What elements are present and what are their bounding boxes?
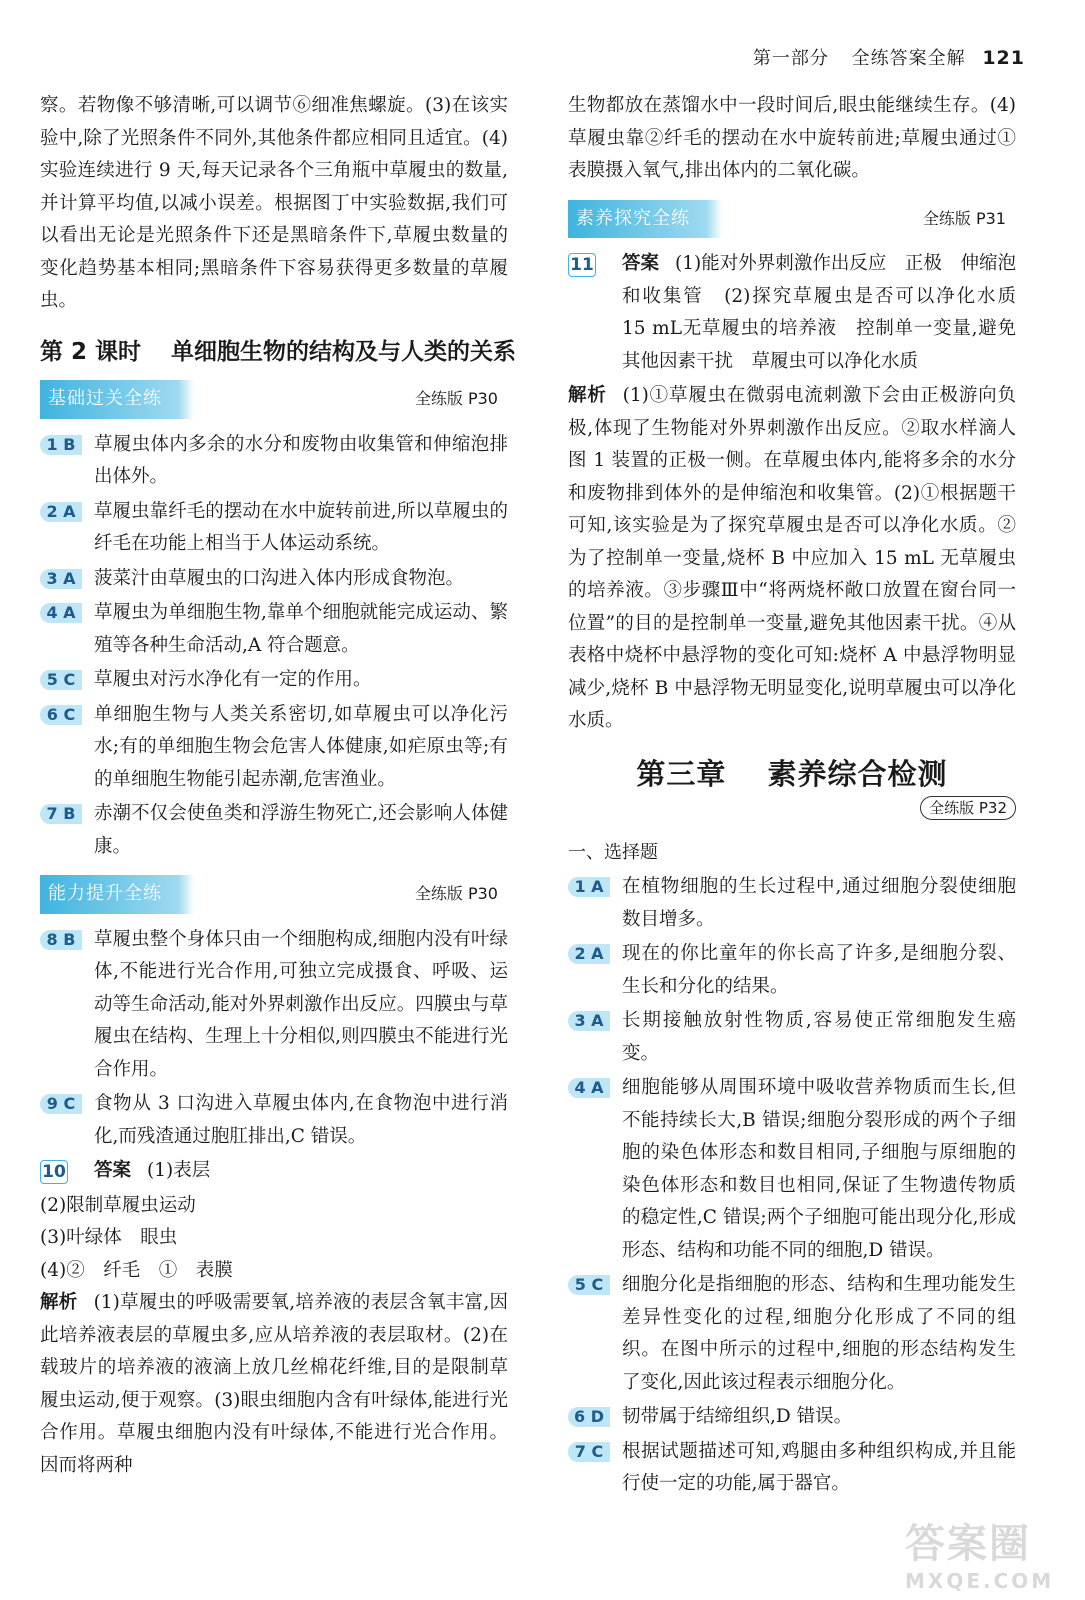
item-text: 细胞分化是指细胞的形态、结构和生理功能发生差异性变化的过程,细胞分化形成了不同的组织。在图中所示的过程中,细胞的形态结构发生了变化,因此该过程表示细胞分化。 bbox=[622, 1274, 1016, 1393]
item-text: 食物从 3 口沟进入草履虫体内,在食物泡中进行消化,而残渣通过胞肛排出,C 错误。 bbox=[94, 1093, 508, 1147]
answer-badge: 7 C bbox=[568, 1442, 610, 1462]
question-number: 11 bbox=[568, 253, 596, 277]
analysis-paragraph bbox=[40, 1287, 508, 1482]
answer-badge: 3 A bbox=[568, 1011, 610, 1031]
list-item bbox=[568, 871, 1016, 936]
question-number: 10 bbox=[40, 1160, 68, 1184]
chapter-ref bbox=[568, 792, 1016, 825]
answer-label: 答案 bbox=[94, 1160, 132, 1181]
item-text: 草履虫整个身体只由一个细胞构成,细胞内没有叶绿体,不能进行光合作用,可独立完成摄食、呼吸、运动等生命活动,能对外界刺激作出反应。四膜虫与草履虫在结构、生理上十分相似,则四膜虫不能进行光合作用。 bbox=[94, 928, 508, 1080]
lesson-name: 单细胞生物的结构及与人类的关系 bbox=[171, 338, 517, 365]
list-item bbox=[568, 1072, 1016, 1267]
item-text: 在植物细胞的生长过程中,通过细胞分裂使细胞数目增多。 bbox=[622, 876, 1016, 930]
answer-badge: 8 B bbox=[40, 930, 82, 950]
banner-ref: 全练版 P30 bbox=[414, 884, 498, 903]
item-text: 根据试题描述可知,鸡腿由多种组织构成,并且能行使一定的功能,属于器官。 bbox=[622, 1440, 1016, 1494]
list-item bbox=[40, 597, 508, 662]
chapter-name: 素养综合检测 bbox=[767, 756, 948, 791]
answer-badge: 1 B bbox=[40, 435, 82, 455]
intro-paragraph: 察。若物像不够清晰,可以调节⑥细准焦螺旋。(3)在该实验中,除了光照条件不同外,其他条件都应相同且适宜。(4)实验连续进行 9 天,每天记录各个三角瓶中草履虫的数量,并计算平均值,以减小误差。根据图丁中实验数据,我们可以看出无论是光照条件下还是黑暗条件下,草履虫数量的变化趋势基本相同;黑暗条件下容易获得更多数量的草履虫。 bbox=[40, 95, 508, 311]
answer-badge: 6 C bbox=[40, 705, 82, 725]
item-text: 菠菜汁由草履虫的口沟进入体内形成食物泡。 bbox=[94, 567, 465, 589]
answer-text: (1)能对外界刺激作出反应 正极 伸缩泡和收集管 (2)探究草履虫是否可以净化水质 15 mL无草履虫的培养液 控制单一变量,避免其他因素干扰 草履虫可以净化水质 bbox=[622, 253, 1035, 372]
answer-badge: 7 B bbox=[40, 804, 82, 824]
list-item bbox=[568, 1269, 1016, 1399]
banner-ref: 全练版 P30 bbox=[414, 389, 498, 408]
answer-badge: 5 C bbox=[568, 1275, 610, 1295]
answer-badge: 9 C bbox=[40, 1094, 82, 1114]
item-text: 草履虫靠纤毛的摆动在水中旋转前进,所以草履虫的纤毛在功能上相当于人体运动系统。 bbox=[94, 500, 508, 554]
watermark-logo bbox=[905, 1512, 1065, 1593]
header-subtitle: 全练答案全解 bbox=[851, 48, 966, 69]
section-title: 一、选择题 bbox=[568, 841, 658, 863]
list-item bbox=[568, 1401, 1016, 1434]
list-item bbox=[40, 664, 508, 697]
list-item bbox=[40, 563, 508, 596]
chapter-ref-badge: 全练版 P32 bbox=[920, 796, 1016, 820]
answer-line: (4)② 纤毛 ① 表膜 bbox=[40, 1259, 233, 1281]
lesson-label: 第 2 课时 bbox=[40, 338, 142, 365]
answer-badge: 4 A bbox=[568, 1078, 610, 1098]
answer-badge: 1 A bbox=[568, 877, 610, 897]
banner-ref: 全练版 P31 bbox=[922, 208, 1006, 228]
list-item bbox=[40, 924, 508, 1087]
analysis-text: (1)①草履虫在微弱电流刺激下会由正极游向负极,体现了生物能对外界刺激作出反应。②取水样滴人图 1 装置的正极一侧。在草履虫体内,能将多余的水分和废物排到体外的是伸缩泡和收集管。(2)①根据题干可知,该实验是为了探究草履虫是否可以净化水质。②为了控制单一变量,烧杯 B 中应加入 15 mL 无草履虫的培养液。③步骤Ⅲ中“将两烧杯敞口放置在窗台同一位置”的目的是控制单一变量,避免其他因素干扰。④从表格中烧杯中悬浮物的变化可知:烧杯 A 中悬浮物明显减少,烧杯 B 中悬浮物无明显变化,说明草履虫可以净化水质。 bbox=[568, 385, 1016, 731]
answer-badge: 6 D bbox=[568, 1407, 610, 1427]
answer-line: (1)表层 bbox=[147, 1160, 211, 1181]
chapter-label: 第三章 bbox=[636, 756, 727, 791]
banner-label: 能力提升全练 bbox=[40, 875, 178, 914]
banner-label: 基础过关全练 bbox=[40, 380, 178, 419]
answer-line: (2)限制草履虫运动 bbox=[40, 1194, 196, 1216]
answer-line: (3)叶绿体 眼虫 bbox=[40, 1227, 178, 1248]
right-column bbox=[568, 90, 1035, 1503]
list-item bbox=[40, 699, 508, 797]
analysis-label: 解析 bbox=[568, 385, 607, 406]
item-text: 细胞能够从周围环境中吸收营养物质而生长,但不能持续长大,B 错误;细胞分裂形成的两个子细胞的染色体形态和数目相同,子细胞与原细胞的染色体形态和数目也相同,保证了生物遗传物质的稳定性,C 错误;两个子细胞可能出现分化,形成形态、结构和功能不同的细胞,D 错误。 bbox=[622, 1077, 1016, 1261]
page-number: 121 bbox=[982, 47, 1025, 69]
list-item bbox=[40, 496, 508, 561]
banner-explore bbox=[568, 200, 1016, 239]
answer-badge: 2 A bbox=[40, 502, 82, 522]
answer-label: 答案 bbox=[622, 253, 660, 274]
analysis-text: (1)草履虫的呼吸需要氧,培养液的表层含氧丰富,因此培养液表层的草履虫多,应从培养液的表层取材。(2)在载玻片的培养液的液滴上放几丝棉花纤维,目的是限制草履虫运动,便于观察。(3)眼虫细胞内含有叶绿体,能进行光合作用。草履虫细胞内没有叶绿体,不能进行光合作用。因而将两种 bbox=[40, 1292, 508, 1476]
watermark-line2: MXQE.COM bbox=[905, 1569, 1055, 1593]
item-text: 草履虫为单细胞生物,靠单个细胞就能完成运动、繁殖等各种生命活动,A 符合题意。 bbox=[94, 602, 508, 656]
header-section: 第一部分 bbox=[752, 48, 829, 69]
list-item bbox=[40, 429, 508, 494]
question-10 bbox=[40, 1155, 508, 1188]
page-header bbox=[753, 44, 1025, 70]
answer-badge: 4 A bbox=[40, 603, 82, 623]
question-11 bbox=[568, 248, 1035, 378]
left-column bbox=[40, 90, 517, 1482]
answer-badge: 2 A bbox=[568, 944, 610, 964]
item-text: 单细胞生物与人类关系密切,如草履虫可以净化污水;有的单细胞生物会危害人体健康,如疟原虫等;有的单细胞生物能引起赤潮,危害渔业。 bbox=[94, 703, 508, 790]
analysis-label: 解析 bbox=[40, 1292, 78, 1313]
banner-ability bbox=[40, 875, 508, 914]
answer-badge: 3 A bbox=[40, 569, 82, 589]
list-item bbox=[40, 798, 508, 863]
watermark-line1: 答案圈 bbox=[905, 1521, 1031, 1567]
list-item bbox=[40, 1088, 508, 1153]
item-text: 草履虫体内多余的水分和废物由收集管和伸缩泡排出体外。 bbox=[94, 433, 508, 487]
answer-badge: 5 C bbox=[40, 670, 82, 690]
continued-paragraph: 生物都放在蒸馏水中一段时间后,眼虫能继续生存。(4)草履虫靠②纤毛的摆动在水中旋转前进;草履虫通过①表膜摄入氧气,排出体内的二氧化碳。 bbox=[568, 95, 1016, 181]
item-text: 长期接触放射性物质,容易使正常细胞发生癌变。 bbox=[622, 1010, 1016, 1064]
item-text: 韧带属于结缔组织,D 错误。 bbox=[622, 1406, 853, 1427]
banner-label: 素养探究全练 bbox=[568, 200, 706, 239]
item-text: 赤潮不仅会使鱼类和浮游生物死亡,还会影响人体健康。 bbox=[94, 803, 508, 857]
list-item bbox=[568, 1436, 1016, 1501]
list-item bbox=[568, 938, 1016, 1003]
banner-basic bbox=[40, 380, 508, 419]
list-item bbox=[568, 1005, 1016, 1070]
analysis-paragraph bbox=[568, 380, 1016, 738]
item-text: 草履虫对污水净化有一定的作用。 bbox=[94, 669, 372, 690]
lesson-title bbox=[40, 336, 517, 369]
chapter-title bbox=[568, 758, 1016, 791]
item-text: 现在的你比童年的你长高了许多,是细胞分裂、生长和分化的结果。 bbox=[622, 943, 1016, 997]
